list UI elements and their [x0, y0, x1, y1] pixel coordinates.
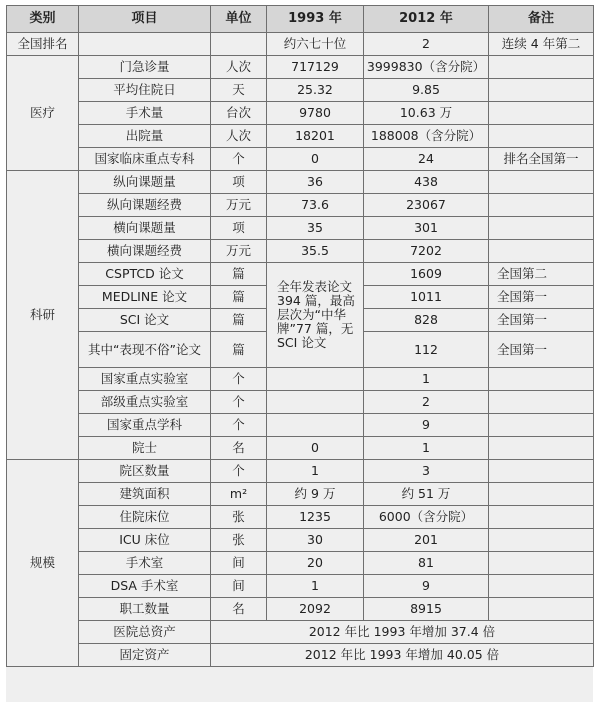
cell-item: ICU 床位	[79, 529, 211, 552]
cell-2012: 188008（含分院）	[364, 125, 489, 148]
table-row	[7, 529, 594, 552]
cell-unit: 篇	[211, 332, 267, 368]
cell-unit: 个	[211, 460, 267, 483]
cell-item: 国家重点学科	[79, 414, 211, 437]
cell-2012: 1	[364, 368, 489, 391]
cell-2012: 81	[364, 552, 489, 575]
category-medical: 医疗	[7, 56, 79, 171]
cell-2012: 约 51 万	[364, 483, 489, 506]
cell-1993: 2092	[267, 598, 364, 621]
header-category: 类别	[7, 6, 79, 33]
cell-item: 门急诊量	[79, 56, 211, 79]
cell-unit: 名	[211, 437, 267, 460]
cell-1993: 73.6	[267, 194, 364, 217]
cell-note	[489, 506, 594, 529]
cell-unit: 张	[211, 529, 267, 552]
header-note: 备注	[489, 6, 594, 33]
category-research: 科研	[7, 171, 79, 460]
cell-unit: 个	[211, 148, 267, 171]
cell-2012: 3999830（含分院）	[364, 56, 489, 79]
cell-2012: 2	[364, 33, 489, 56]
table-row	[7, 125, 594, 148]
table-row	[7, 391, 594, 414]
cell-item: 部级重点实验室	[79, 391, 211, 414]
table-row	[7, 368, 594, 391]
cell-unit: 张	[211, 506, 267, 529]
cell-1993: 9780	[267, 102, 364, 125]
table-frame	[6, 5, 593, 702]
cell-note	[489, 391, 594, 414]
cell-1993: 36	[267, 171, 364, 194]
cell-note	[489, 194, 594, 217]
cell-item: 院士	[79, 437, 211, 460]
cell-item: 横向课题量	[79, 217, 211, 240]
cell-unit	[211, 33, 267, 56]
cell-1993: 1235	[267, 506, 364, 529]
cell-2012: 9.85	[364, 79, 489, 102]
cell-note	[489, 575, 594, 598]
cell-2012: 1011	[364, 286, 489, 309]
cell-item: 手术室	[79, 552, 211, 575]
cell-1993: 1	[267, 575, 364, 598]
cell-2012: 828	[364, 309, 489, 332]
cell-unit: 项	[211, 171, 267, 194]
table-row	[7, 414, 594, 437]
cell-unit: 篇	[211, 286, 267, 309]
table-row	[7, 194, 594, 217]
cell-note: 全国第二	[489, 263, 594, 286]
header-1993: 1993 年	[267, 6, 364, 33]
cell-unit: 项	[211, 217, 267, 240]
table-row	[7, 552, 594, 575]
cell-unit: 篇	[211, 263, 267, 286]
cell-1993: 1	[267, 460, 364, 483]
cell-note	[489, 56, 594, 79]
table-row	[7, 171, 594, 194]
cell-1993	[267, 391, 364, 414]
cell-note	[489, 368, 594, 391]
cell-unit: 间	[211, 575, 267, 598]
cell-2012: 23067	[364, 194, 489, 217]
cell-2012: 6000（含分院）	[364, 506, 489, 529]
table-row	[7, 621, 594, 644]
fixed-assets-note: 2012 年比 1993 年增加 40.05 倍	[211, 644, 594, 667]
cell-2012: 10.63 万	[364, 102, 489, 125]
cell-note	[489, 598, 594, 621]
table-row	[7, 598, 594, 621]
cell-note	[489, 217, 594, 240]
table-row	[7, 240, 594, 263]
table-row	[7, 148, 594, 171]
cell-unit: 间	[211, 552, 267, 575]
table-row	[7, 217, 594, 240]
cell-item: CSPTCD 论文	[79, 263, 211, 286]
cell-2012: 9	[364, 414, 489, 437]
cell-2012: 24	[364, 148, 489, 171]
cell-1993: 18201	[267, 125, 364, 148]
cell-1993: 25.32	[267, 79, 364, 102]
cell-note	[489, 529, 594, 552]
table-row	[7, 575, 594, 598]
cell-1993	[267, 368, 364, 391]
table-row	[7, 506, 594, 529]
cell-2012: 7202	[364, 240, 489, 263]
cell-note: 全国第一	[489, 286, 594, 309]
cell-unit: m²	[211, 483, 267, 506]
category-scale: 规模	[7, 460, 79, 667]
header-2012: 2012 年	[364, 6, 489, 33]
cell-unit: 个	[211, 368, 267, 391]
comparison-table	[6, 5, 594, 667]
cell-2012: 112	[364, 332, 489, 368]
cell-item: 纵向课题量	[79, 171, 211, 194]
cell-item: 手术量	[79, 102, 211, 125]
total-assets-note: 2012 年比 1993 年增加 37.4 倍	[211, 621, 594, 644]
cell-2012: 1609	[364, 263, 489, 286]
cell-unit: 万元	[211, 240, 267, 263]
cell-2012: 2	[364, 391, 489, 414]
header-unit: 单位	[211, 6, 267, 33]
cell-note	[489, 437, 594, 460]
cell-note	[489, 460, 594, 483]
cell-item: 职工数量	[79, 598, 211, 621]
cell-item: 医院总资产	[79, 621, 211, 644]
cell-1993: 30	[267, 529, 364, 552]
table-row	[7, 460, 594, 483]
cell-1993: 0	[267, 437, 364, 460]
cell-1993: 20	[267, 552, 364, 575]
cell-unit: 天	[211, 79, 267, 102]
cell-note	[489, 240, 594, 263]
cell-item: 出院量	[79, 125, 211, 148]
cell-unit: 名	[211, 598, 267, 621]
cell-note	[489, 483, 594, 506]
cell-1993: 717129	[267, 56, 364, 79]
cell-unit: 篇	[211, 309, 267, 332]
cell-unit: 个	[211, 391, 267, 414]
table-row	[7, 263, 594, 286]
cell-2012: 301	[364, 217, 489, 240]
cell-note: 全国第一	[489, 332, 594, 368]
cell-1993: 约六七十位	[267, 33, 364, 56]
cell-note	[489, 125, 594, 148]
cell-1993: 0	[267, 148, 364, 171]
table-row	[7, 437, 594, 460]
cell-item: 纵向课题经费	[79, 194, 211, 217]
cell-item: SCI 论文	[79, 309, 211, 332]
cell-note	[489, 171, 594, 194]
cell-unit: 万元	[211, 194, 267, 217]
cell-unit: 台次	[211, 102, 267, 125]
cell-item: 横向课题经费	[79, 240, 211, 263]
cell-2012: 438	[364, 171, 489, 194]
header-item: 项目	[79, 6, 211, 33]
cell-1993	[267, 414, 364, 437]
table-row	[7, 56, 594, 79]
cell-2012: 1	[364, 437, 489, 460]
cell-unit: 人次	[211, 56, 267, 79]
category-ranking: 全国排名	[7, 33, 79, 56]
cell-note: 全国第一	[489, 309, 594, 332]
cell-note	[489, 79, 594, 102]
cell-note: 排名全国第一	[489, 148, 594, 171]
cell-unit: 人次	[211, 125, 267, 148]
cell-note	[489, 414, 594, 437]
cell-1993: 35	[267, 217, 364, 240]
cell-item: 建筑面积	[79, 483, 211, 506]
cell-note	[489, 552, 594, 575]
cell-2012: 201	[364, 529, 489, 552]
cell-item: 其中“表现不俗”论文	[79, 332, 211, 368]
table-row	[7, 102, 594, 125]
papers-1993-note: 全年发表论文 394 篇，最高层次为“中华牌”77 篇，无 SCI 论文	[267, 263, 364, 368]
cell-note	[489, 102, 594, 125]
table-row	[7, 644, 594, 667]
cell-item: 国家重点实验室	[79, 368, 211, 391]
cell-item: DSA 手术室	[79, 575, 211, 598]
cell-2012: 8915	[364, 598, 489, 621]
table-row	[7, 483, 594, 506]
cell-2012: 3	[364, 460, 489, 483]
cell-2012: 9	[364, 575, 489, 598]
cell-item: MEDLINE 论文	[79, 286, 211, 309]
cell-unit: 个	[211, 414, 267, 437]
table-row	[7, 33, 594, 56]
cell-note: 连续 4 年第二	[489, 33, 594, 56]
cell-item: 平均住院日	[79, 79, 211, 102]
cell-1993: 35.5	[267, 240, 364, 263]
cell-item: 住院床位	[79, 506, 211, 529]
header-row	[7, 6, 594, 33]
cell-item	[79, 33, 211, 56]
cell-item: 院区数量	[79, 460, 211, 483]
cell-item: 固定资产	[79, 644, 211, 667]
cell-1993: 约 9 万	[267, 483, 364, 506]
cell-item: 国家临床重点专科	[79, 148, 211, 171]
table-row	[7, 79, 594, 102]
